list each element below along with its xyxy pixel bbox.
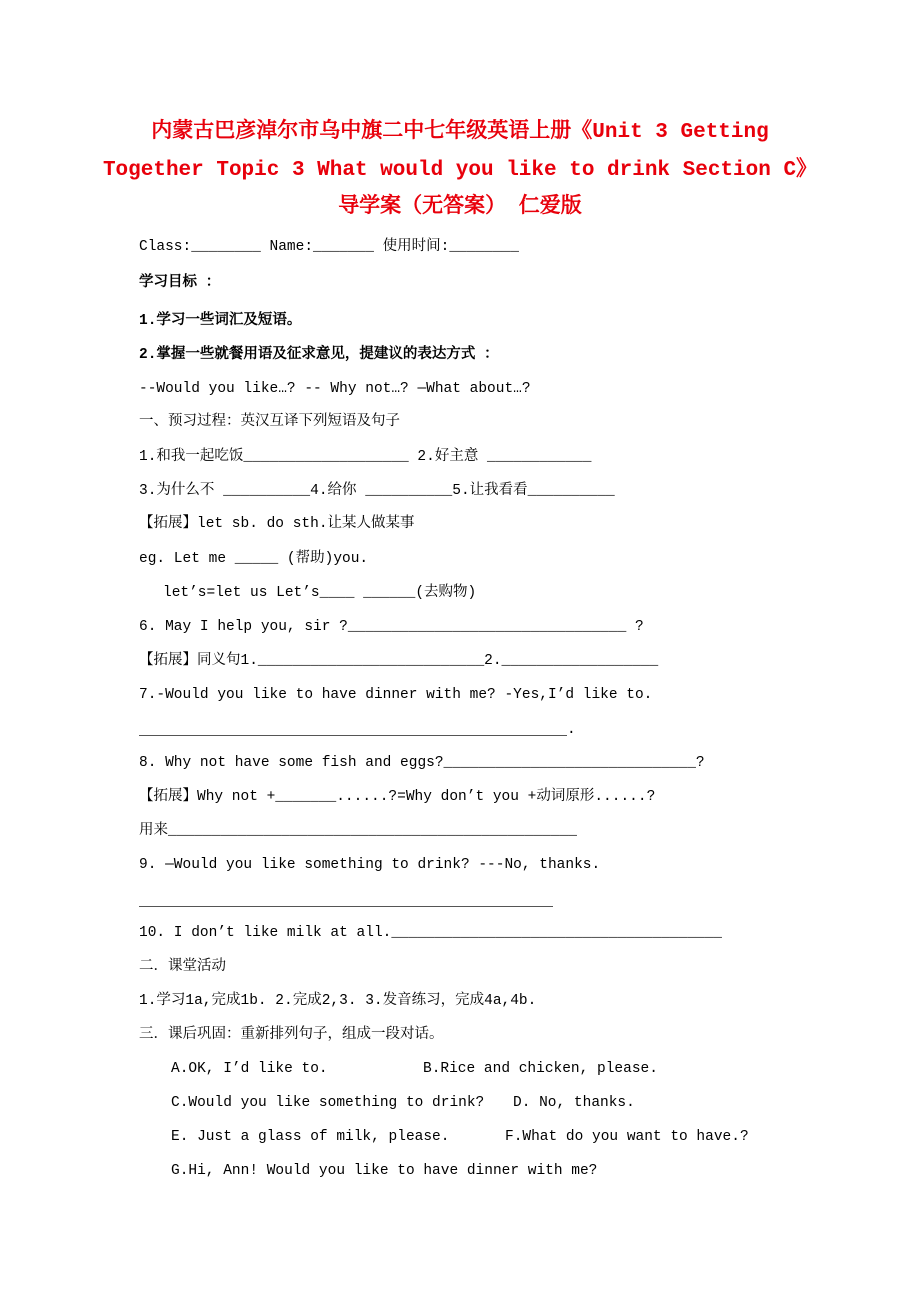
question-7: 7.-Would you like to have dinner with me? -Yes,I’d like to. bbox=[139, 687, 653, 703]
translation-row-2: 3.为什么不 __________4.给你 __________5.让我看看__________ bbox=[139, 483, 615, 499]
document-title-line-1: 内蒙古巴彦淖尔市乌中旗二中七年级英语上册《Unit 3 Getting bbox=[151, 121, 769, 144]
question-9: 9. —Would you like something to drink? ---No, thanks. bbox=[139, 857, 601, 873]
header-fields: Class:________ Name:_______ 使用时间:________ bbox=[139, 239, 519, 255]
objective-phrases: --Would you like…? -- Why not…? —What about…? bbox=[139, 381, 531, 397]
objectives-heading: 学习目标 ： bbox=[139, 275, 221, 291]
dialogue-option-g: G.Hi, Ann! Would you like to have dinner with me? bbox=[171, 1163, 598, 1179]
translation-row-1: 1.和我一起吃饭___________________ 2.好主意 ____________ bbox=[139, 449, 592, 465]
document-title-line-3: 导学案（无答案） 仁爱版 bbox=[338, 196, 582, 219]
dialogue-option-c: C.Would you like something to drink? bbox=[171, 1095, 485, 1111]
section-3-heading: 三．课后巩固：重新排列句子，组成一段对话。 bbox=[139, 1027, 444, 1043]
dialogue-option-a: A.OK, I’d like to. bbox=[171, 1061, 328, 1077]
dialogue-option-b: B.Rice and chicken, please. bbox=[423, 1061, 658, 1077]
extension-let: 【拓展】let sb. do sth.让某人做某事 bbox=[139, 516, 415, 532]
answer-line-7-period: . bbox=[567, 722, 576, 738]
question-8: 8. Why not have some fish and eggs?_____________________________? bbox=[139, 755, 705, 771]
objective-2: 2.掌握一些就餐用语及征求意见，提建议的表达方式 ： bbox=[139, 347, 499, 363]
question-10: 10. I don’t like milk at all.______________________________________ bbox=[139, 925, 722, 941]
document-title-line-2: Together Topic 3 What would you like to drink Section C》 bbox=[102, 159, 818, 182]
lets-note: let’s=let us Let’s____ ______(去购物) bbox=[163, 585, 477, 601]
dialogue-option-e: E. Just a glass of milk, please. bbox=[171, 1129, 450, 1145]
usage-line: 用来_______________________________________________ bbox=[139, 823, 577, 839]
extension-synonyms: 【拓展】同义句1.__________________________2.__________________ bbox=[139, 653, 659, 669]
extension-why-not: 【拓展】Why not +_______......?=Why don’t you +动词原形......? bbox=[139, 789, 656, 805]
objective-1: 1.学习一些词汇及短语。 bbox=[139, 313, 302, 329]
answer-line-7 bbox=[139, 735, 567, 736]
question-6: 6. May I help you, sir ?________________________________ ? bbox=[139, 619, 644, 635]
section-2-heading: 二．课堂活动 bbox=[139, 959, 226, 975]
class-tasks: 1.学习1a,完成1b. 2.完成2,3. 3.发音练习，完成4a,4b. bbox=[139, 993, 537, 1009]
example-let-me: eg. Let me _____ (帮助)you. bbox=[139, 551, 369, 567]
dialogue-option-f: F.What do you want to have.? bbox=[505, 1129, 749, 1145]
answer-line-9 bbox=[139, 906, 553, 907]
section-1-heading: 一、预习过程：英汉互译下列短语及句子 bbox=[139, 414, 400, 430]
dialogue-option-d: D. No, thanks. bbox=[513, 1095, 635, 1111]
